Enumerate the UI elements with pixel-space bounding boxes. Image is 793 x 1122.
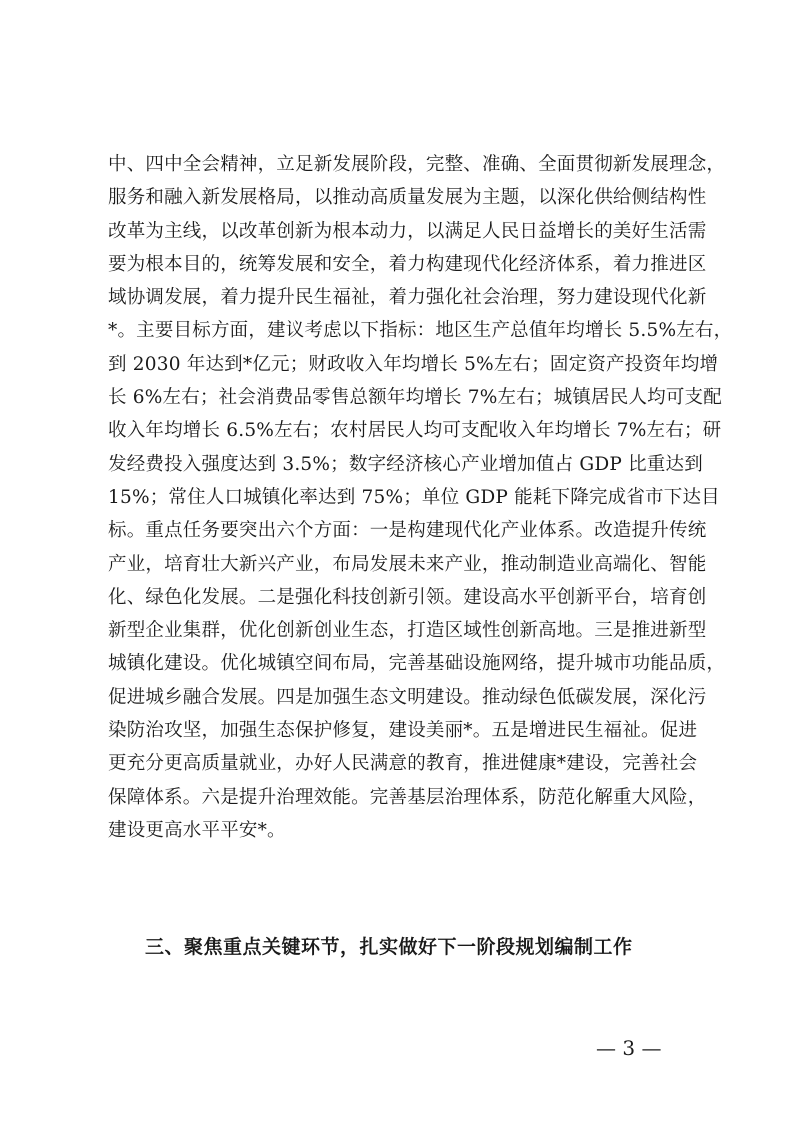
text-line: 发经费投入强度达到 3.5%；数字经济核心产业增加值占 GDP 比重达到 [108, 453, 703, 475]
text-line: 收入年均增长 6.5%左右；农村居民人均可支配收入年均增长 7%左右；研 [108, 420, 722, 442]
text-line: 服务和融入新发展格局，以推动高质量发展为主题，以深化供给侧结构性 [108, 187, 707, 209]
section-heading: 三、聚焦重点关键环节，扎实做好下一阶段规划编制工作 [145, 936, 633, 958]
text-line: 中、四中全会精神，立足新发展阶段，完整、准确、全面贯彻新发展理念， [108, 154, 726, 175]
text-line: 城镇化建设。优化城镇空间布局，完善基础设施网络，提升城市功能品质， [108, 653, 726, 675]
text-line: 标。重点任务要突出六个方面：一是构建现代化产业体系。改造提升传统 [108, 520, 707, 542]
text-line: 更充分更高质量就业，办好人民满意的教育，推进健康*建设，完善社会 [108, 753, 698, 775]
text-line: 域协调发展，着力提升民生福祉，着力强化社会治理，努力建设现代化新 [108, 287, 707, 309]
text-line: 改革为主线，以改革创新为根本动力，以满足人民日益增长的美好生活需 [108, 220, 707, 242]
text-line: 长 6%左右；社会消费品零售总额年均增长 7%左右；城镇居民人均可支配 [108, 387, 722, 409]
text-line: 建设更高水平平安*。 [108, 819, 286, 841]
body-paragraph [108, 148, 733, 847]
text-line: 染防治攻坚，加强生态保护修复，建设美丽*。五是增进民生福祉。促进 [108, 720, 698, 742]
text-line: 化、绿色化发展。二是强化科技创新引领。建设高水平创新平台，培育创 [108, 586, 707, 608]
text-line: 保障体系。六是提升治理效能。完善基层治理体系，防范化解重大风险， [108, 786, 707, 808]
text-line: 产业，培育壮大新兴产业，布局发展未来产业，推动制造业高端化、智能 [108, 553, 707, 575]
text-line: 15%；常住人口城镇化率达到 75%；单位 GDP 能耗下降完成省市下达目 [108, 486, 720, 508]
text-line: 促进城乡融合发展。四是加强生态文明建设。推动绿色低碳发展，深化污 [108, 686, 707, 708]
text-line: *。主要目标方面，建议考虑以下指标：地区生产总值年均增长 5.5%左右， [108, 320, 733, 342]
text-line: 要为根本目的，统筹发展和安全，着力构建现代化经济体系，着力推进区 [108, 253, 707, 275]
page-number: — 3 — [596, 1036, 662, 1060]
text-line: 到 2030 年达到*亿元；财政收入年均增长 5%左右；固定资产投资年均增 [108, 353, 719, 375]
text-line: 新型企业集群，优化创新创业生态，打造区域性创新高地。三是推进新型 [108, 620, 707, 642]
